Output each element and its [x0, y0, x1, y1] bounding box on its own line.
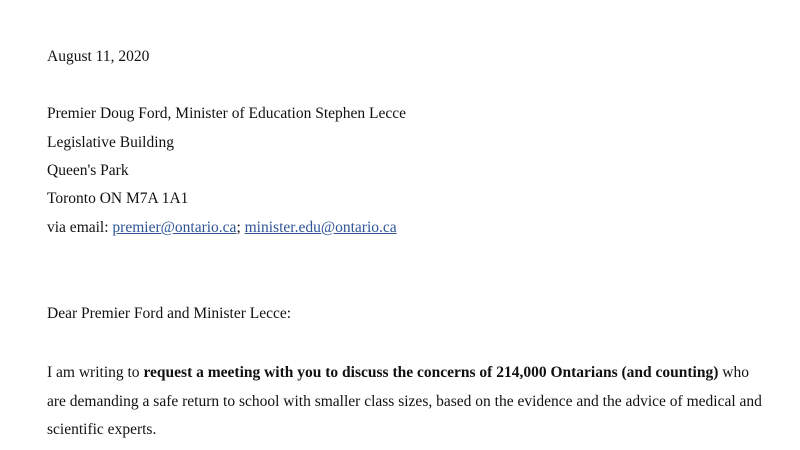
letter-paragraph	[47, 359, 767, 445]
recipient-city-postal: Toronto ON M7A 1A1	[47, 190, 189, 207]
paragraph-bold-request: request a meeting with you to discuss the concerns of 214,000 Ontarians (and counting)	[143, 364, 719, 381]
paragraph-rest: who are demanding a safe return to school with smaller class sizes, based on the evidence and the advice of medical and scientific experts.	[47, 364, 762, 438]
via-email-label: via email:	[47, 219, 113, 236]
recipient-email-line	[47, 218, 397, 238]
paragraph-intro: I am writing to	[47, 364, 144, 381]
recipient-names: Premier Doug Ford, Minister of Education Stephen Lecce	[47, 105, 406, 122]
recipient-building: Legislative Building	[47, 134, 174, 151]
recipient-street: Queen's Park	[47, 162, 129, 179]
letter-date: August 11, 2020	[47, 48, 150, 65]
letter-salutation: Dear Premier Ford and Minister Lecce:	[47, 305, 292, 322]
email-separator: ;	[236, 219, 245, 236]
premier-email-link[interactable]: premier@ontario.ca	[112, 219, 237, 236]
minister-email-link[interactable]: minister.edu@ontario.ca	[244, 219, 397, 236]
